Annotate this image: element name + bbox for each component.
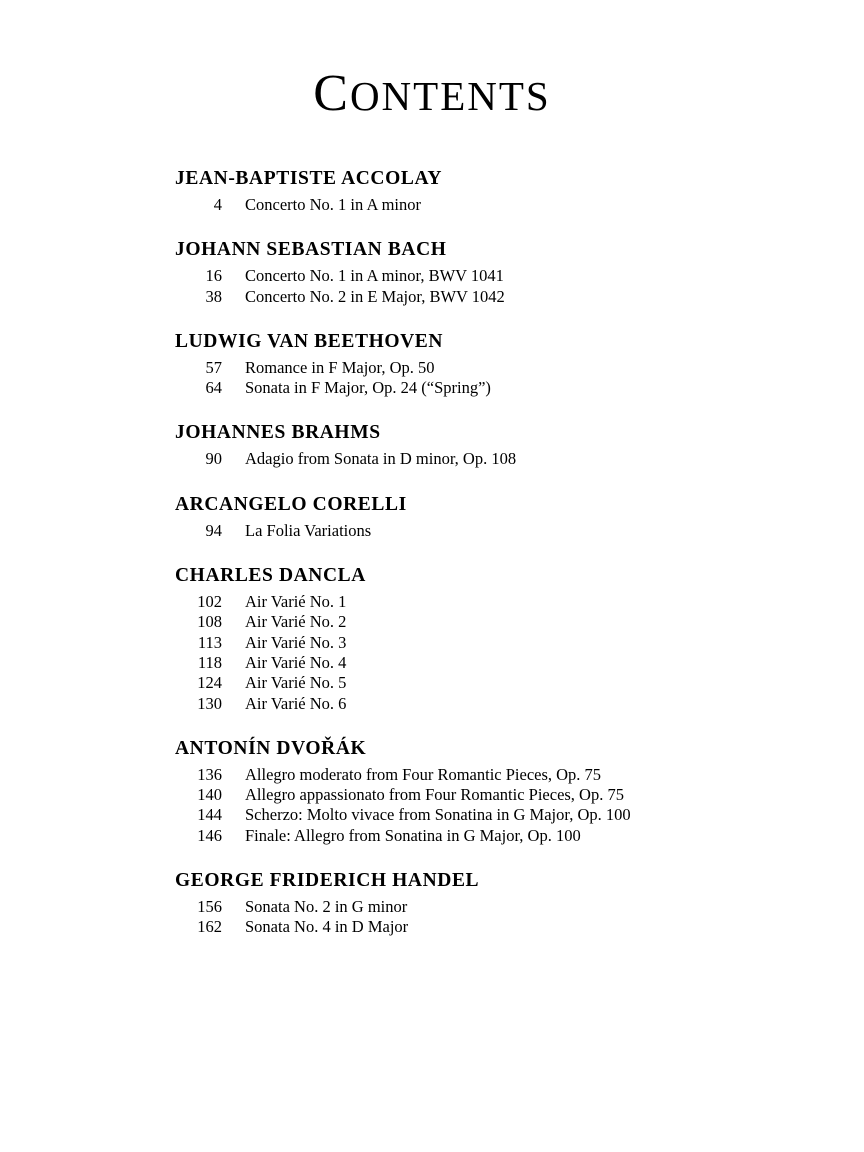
- work-title: Allegro moderato from Four Romantic Pieces, Op. 75: [245, 764, 602, 784]
- page-title: [0, 0, 864, 123]
- composer-block: [175, 331, 815, 399]
- work-title: Air Varié No. 3: [245, 632, 347, 652]
- work-list: [175, 449, 815, 469]
- composer-name: CHARLES DANCLA: [175, 565, 366, 587]
- list-item[interactable]: [175, 612, 815, 632]
- work-title: La Folia Variations: [245, 520, 372, 540]
- work-page-number: 38: [205, 286, 222, 306]
- list-item[interactable]: [175, 897, 815, 917]
- composer-block: [175, 239, 815, 307]
- composer-block: [175, 494, 815, 541]
- work-page-number: 146: [197, 825, 222, 845]
- work-page-number: 113: [197, 632, 222, 652]
- work-title: Sonata No. 4 in D Major: [245, 917, 409, 937]
- work-list: [175, 592, 815, 714]
- composer-block: [175, 738, 815, 846]
- work-title: Concerto No. 1 in A minor: [245, 195, 421, 214]
- work-list: [175, 897, 815, 938]
- composer-name: ARCANGELO CORELLI: [175, 493, 407, 515]
- composer-name: ANTONÍN DVOŘÁK: [175, 737, 367, 759]
- list-item[interactable]: [175, 653, 815, 673]
- work-title: Romance in F Major, Op. 50: [245, 357, 435, 377]
- work-page-number: 156: [197, 897, 222, 917]
- list-item[interactable]: [175, 826, 815, 846]
- work-page-number: 162: [197, 917, 222, 937]
- composer-block: [175, 422, 815, 469]
- work-page-number: 16: [205, 266, 222, 286]
- work-page-number: 140: [197, 785, 222, 805]
- work-page-number: 94: [205, 520, 222, 540]
- composer-name: JOHANNES BRAHMS: [175, 422, 381, 444]
- list-item[interactable]: [175, 358, 815, 378]
- work-page-number: 90: [205, 449, 222, 469]
- composer-name: GEORGE FRIDERICH HANDEL: [175, 870, 480, 892]
- work-page-number: 102: [197, 592, 222, 612]
- composer-name: JOHANN SEBASTIAN BACH: [175, 239, 447, 261]
- work-page-number: 144: [197, 805, 222, 825]
- composer-name: LUDWIG VAN BEETHOVEN: [175, 330, 444, 352]
- work-title: Sonata in F Major, Op. 24 (“Spring”): [245, 378, 491, 398]
- work-title: Air Varié No. 6: [245, 693, 347, 713]
- work-page-number: 57: [205, 357, 222, 377]
- work-title: Air Varié No. 4: [245, 652, 347, 672]
- work-page-number: 130: [197, 693, 222, 713]
- page-title-rest: ONTENTS: [349, 73, 551, 119]
- composer-name: JEAN-BAPTISTE ACCOLAY: [175, 168, 443, 189]
- work-list: [175, 195, 815, 215]
- work-list: [175, 521, 815, 541]
- list-item[interactable]: [175, 378, 815, 398]
- work-page-number: 136: [197, 764, 222, 784]
- composer-block: [175, 870, 815, 938]
- list-item[interactable]: [175, 266, 815, 286]
- work-page-number: 118: [197, 652, 222, 672]
- list-item[interactable]: [175, 592, 815, 612]
- work-title: Sonata No. 2 in G minor: [245, 897, 408, 917]
- work-title: Concerto No. 2 in E Major, BWV 1042: [245, 286, 505, 306]
- work-page-number: 64: [205, 378, 222, 398]
- page-title-first-letter: C: [313, 65, 350, 122]
- list-item[interactable]: [175, 694, 815, 714]
- list-item[interactable]: [175, 785, 815, 805]
- composer-block: [175, 565, 815, 714]
- list-item[interactable]: [175, 521, 815, 541]
- work-list: [175, 358, 815, 399]
- list-item[interactable]: [175, 287, 815, 307]
- composer-block: [175, 168, 815, 215]
- work-title: Allegro appassionato from Four Romantic Pieces, Op. 75: [245, 785, 624, 805]
- work-page-number: 124: [197, 673, 222, 693]
- work-page-number: 108: [197, 612, 222, 632]
- list-item[interactable]: [175, 765, 815, 785]
- work-list: [175, 765, 815, 846]
- work-title: Finale: Allegro from Sonatina in G Major, Op. 100: [245, 825, 581, 845]
- list-item[interactable]: [175, 673, 815, 693]
- work-title: Air Varié No. 2: [245, 612, 347, 632]
- work-title: Adagio from Sonata in D minor, Op. 108: [245, 449, 517, 469]
- work-title: Concerto No. 1 in A minor, BWV 1041: [245, 266, 504, 286]
- work-list: [175, 266, 815, 307]
- work-title: Air Varié No. 1: [245, 592, 347, 612]
- list-item[interactable]: [175, 195, 815, 215]
- work-page-number: 4: [213, 195, 222, 214]
- list-item[interactable]: [175, 633, 815, 653]
- work-title: Scherzo: Molto vivace from Sonatina in G Major, Op. 100: [245, 805, 631, 825]
- list-item[interactable]: [175, 917, 815, 937]
- table-of-contents: [175, 168, 815, 962]
- work-title: Air Varié No. 5: [245, 673, 347, 693]
- list-item[interactable]: [175, 449, 815, 469]
- list-item[interactable]: [175, 805, 815, 825]
